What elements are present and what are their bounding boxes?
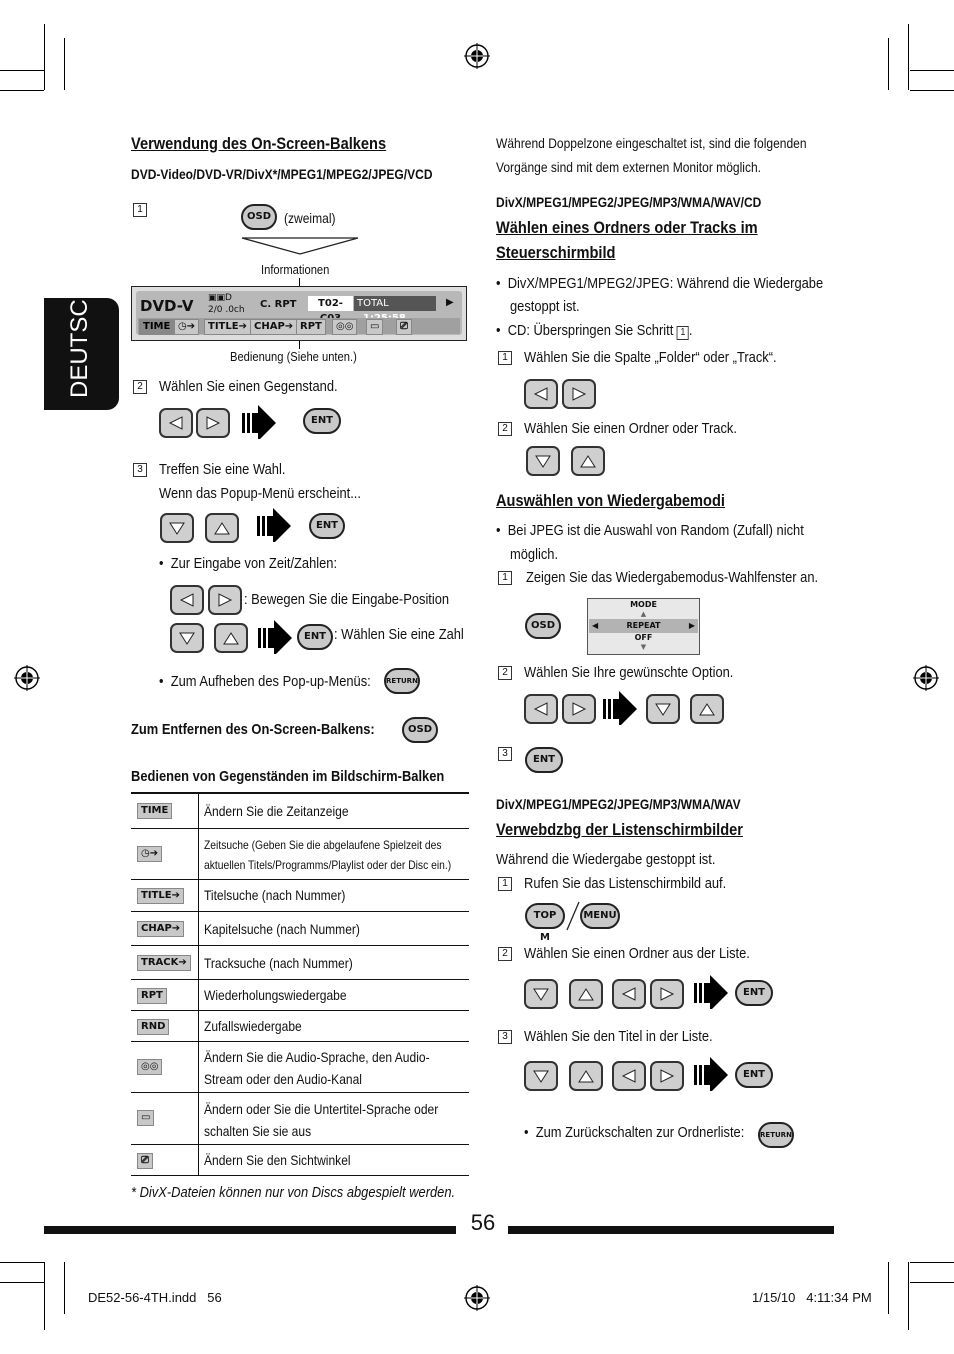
return-button[interactable]: RETURN: [384, 668, 420, 694]
step-ref: 1: [677, 326, 689, 340]
up-arrow-icon: ▲: [640, 610, 647, 618]
ent-button[interactable]: ENT: [303, 408, 341, 434]
track-icon-label: TRACK: [141, 957, 179, 968]
time-icon[interactable]: TIME: [139, 319, 174, 335]
step-text: Wählen Sie Ihre gewünschte Option.: [524, 664, 734, 681]
title-icon[interactable]: TITLE➔: [204, 319, 251, 335]
step-text: Wählen Sie den Titel in der Liste.: [524, 1028, 713, 1045]
up-button[interactable]: [571, 446, 605, 476]
crop-mark: [888, 1262, 889, 1314]
format-list: DivX/MPEG1/MPEG2/JPEG/MP3/WMA/WAV: [496, 796, 741, 812]
ent-button[interactable]: ENT: [525, 747, 563, 773]
total-time-box: [354, 296, 436, 311]
crop-mark: [908, 1262, 909, 1330]
crop-mark: [908, 24, 909, 90]
track-icon: TRACK➔: [137, 955, 191, 971]
table-cell: Ändern Sie die Zeitanzeige: [204, 803, 349, 819]
zweimal-note: (zweimal): [284, 210, 336, 226]
ent-button[interactable]: ENT: [735, 980, 773, 1006]
right-button[interactable]: [650, 979, 684, 1009]
bullet-text: möglich.: [510, 546, 559, 563]
step-text: Wählen Sie einen Ordner oder Track.: [524, 420, 737, 437]
menu-button[interactable]: MENU: [580, 903, 620, 929]
section-heading: Verwendung des On-Screen-Balkens: [131, 134, 387, 153]
down-button[interactable]: [526, 446, 560, 476]
down-button[interactable]: [646, 694, 680, 724]
slash-separator: [565, 900, 581, 932]
down-pointer-icon: [240, 236, 360, 256]
time-icon: TIME: [137, 803, 172, 819]
table-cell: Tracksuche (nach Nummer): [204, 955, 353, 971]
crop-mark: [910, 1282, 954, 1283]
page-bar-right: [508, 1226, 834, 1234]
left-button[interactable]: [612, 1061, 646, 1091]
footer-date: 1/15/10 4:11:34 PM: [752, 1290, 872, 1305]
down-button[interactable]: [160, 513, 194, 543]
step-number: 1: [498, 571, 512, 585]
format-list: DVD-Video/DVD-VR/DivX*/MPEG1/MPEG2/JPEG/VCD: [131, 166, 433, 182]
table-row: [131, 912, 469, 946]
table-cell: Ändern Sie die Audio-Sprache, den Audio-Stream oder den Audio-Kanal: [204, 1049, 430, 1087]
crop-mark: [64, 1262, 65, 1314]
step-number: 1: [133, 203, 147, 217]
table-cell: Titelsuche (nach Nummer): [204, 887, 346, 903]
ent-button[interactable]: ENT: [309, 513, 345, 539]
footnote: * DivX-Dateien können nur von Discs abgespielt werden.: [131, 1184, 456, 1201]
registration-mark-icon: [464, 1285, 490, 1311]
remove-bar-label: Zum Entfernen des On-Screen-Balkens:: [131, 721, 375, 738]
bullet-item: • Zum Aufheben des Pop-up-Menüs:: [159, 673, 371, 690]
condition-text: Während die Wiedergabe gestoppt ist.: [496, 851, 716, 868]
language-tab: [44, 281, 119, 410]
format-list: DivX/MPEG1/MPEG2/JPEG/MP3/WMA/WAV/CD: [496, 194, 762, 210]
bullet-item: • DivX/MPEG1/MPEG2/JPEG: Während die Wiedergabe: [496, 275, 824, 292]
step-number: 1: [498, 351, 512, 365]
left-button[interactable]: [159, 408, 193, 438]
left-button[interactable]: [612, 979, 646, 1009]
subtitle-icon[interactable]: ▭: [366, 319, 383, 335]
title-icon: TITLE➔: [137, 888, 184, 904]
step-text: Wählen Sie einen Gegenstand.: [159, 378, 338, 395]
up-button[interactable]: [569, 979, 603, 1009]
left-button[interactable]: [524, 379, 558, 409]
table-row: [131, 1145, 469, 1175]
angle-icon[interactable]: ⎚: [396, 319, 412, 335]
registration-mark-icon: [14, 665, 40, 691]
step-text: Wählen Sie die Spalte „Folder“ oder „Track“.: [524, 349, 777, 366]
chap-icon-label: CHAP: [254, 321, 285, 332]
intro-text: Während Doppelzone eingeschaltet ist, sind die folgenden: [496, 135, 807, 151]
up-button[interactable]: [205, 513, 239, 543]
audio-icon[interactable]: ◎◎: [332, 319, 357, 335]
step-text: Wählen Sie einen Ordner aus der Liste.: [524, 945, 750, 962]
step-number: 1: [498, 877, 512, 891]
step-text: Treffen Sie eine Wahl.: [159, 461, 286, 478]
right-button[interactable]: [650, 1061, 684, 1091]
crop-mark: [0, 1282, 44, 1283]
table-row: [131, 829, 469, 879]
audio-format-top: D: [225, 293, 232, 303]
bar-controls-row: [138, 318, 460, 334]
footer-file: DE52-56-4TH.indd 56: [88, 1290, 222, 1305]
step-text: Zeigen Sie das Wiedergabemodus-Wahlfenster an.: [526, 569, 819, 586]
crop-mark: [910, 70, 954, 71]
instruction-text: : Bewegen Sie die Eingabe-Position: [244, 591, 450, 608]
up-button[interactable]: [214, 623, 248, 653]
right-button[interactable]: [208, 585, 242, 615]
bullet-text: Zur Eingabe von Zeit/Zahlen:: [170, 555, 338, 572]
information-label: Informationen: [261, 262, 330, 277]
chap-icon: CHAP➔: [137, 921, 184, 937]
right-arrow-icon: ▶: [688, 621, 695, 630]
bullet-text: CD: Überspringen Sie Schritt: [507, 322, 674, 339]
title-icon-label: TITLE: [208, 321, 239, 332]
step-number: 2: [498, 947, 512, 961]
table-cell: Zufallswiedergabe: [204, 1018, 302, 1034]
arrow-right-icon: [694, 975, 728, 1009]
crop-mark: [44, 1262, 45, 1330]
bullet-item: • Zum Zurückschalten zur Ordnerliste:: [524, 1124, 745, 1141]
language-tab-label: DEUTSCH: [66, 281, 93, 398]
play-icon: ▶: [446, 297, 454, 308]
mode-option[interactable]: OFF: [634, 633, 653, 642]
section-heading: Wählen eines Ordners oder Tracks im: [496, 218, 758, 237]
operation-label: Bedienung (Siehe unten.): [230, 349, 357, 364]
crop-mark: [910, 90, 954, 91]
mode-title: MODE: [630, 600, 657, 609]
track-chapter: T02-: [308, 296, 353, 311]
arrow-right-icon: [257, 508, 291, 542]
onscreen-bar: [131, 286, 467, 341]
registration-mark-icon: [913, 665, 939, 691]
step-number: 3: [133, 463, 147, 477]
section-heading: Verwebdzbg der Listenschirmbilder: [496, 820, 743, 839]
table-cell: Wiederholungswiedergabe: [204, 987, 347, 1003]
arrow-right-icon: [694, 1057, 728, 1091]
table-row: [131, 794, 469, 828]
chap-icon-label: CHAP: [141, 923, 172, 934]
arrow-right-icon: [603, 691, 637, 725]
rnd-icon: RND: [137, 1019, 169, 1035]
left-arrow-icon: ◀: [592, 621, 599, 630]
bullet-text: DivX/MPEG1/MPEG2/JPEG: Während die Wiedergabe: [507, 275, 824, 292]
ent-button[interactable]: ENT: [735, 1062, 773, 1088]
osd-button[interactable]: OSD: [241, 204, 277, 230]
bullet-item: • CD: Überspringen Sie Schritt 1 .: [496, 322, 693, 339]
step-number: 2: [498, 422, 512, 436]
down-button[interactable]: [170, 623, 204, 653]
table-cell: Ändern Sie den Sichtwinkel: [204, 1152, 351, 1168]
page-number: 56: [470, 1210, 496, 1235]
ent-button[interactable]: ENT: [297, 624, 333, 650]
pointer-line: [299, 341, 300, 349]
return-button[interactable]: RETURN: [758, 1122, 794, 1148]
table-row: [131, 980, 469, 1010]
table-row: [131, 1042, 469, 1092]
table-row: [131, 946, 469, 979]
crop-mark: [888, 38, 889, 90]
up-button[interactable]: [569, 1061, 603, 1091]
crop-mark: [44, 24, 45, 90]
bullet-text: gestoppt ist.: [510, 298, 580, 315]
instruction-text: : Wählen Sie eine Zahl: [334, 626, 464, 643]
osd-button[interactable]: OSD: [402, 717, 438, 743]
rpt-icon: RPT: [137, 988, 167, 1004]
crop-mark: [64, 38, 65, 90]
top-menu-button[interactable]: TOP M: [525, 903, 565, 929]
bullet-text: Zum Zurückschalten zur Ordnerliste:: [535, 1124, 745, 1141]
table-cell: Ändern oder Sie die Untertitel-Sprache oder schalten Sie sie aus: [204, 1101, 439, 1139]
step-number: 2: [498, 666, 512, 680]
osd-button[interactable]: OSD: [525, 613, 561, 639]
step-number: 2: [133, 380, 147, 394]
time-search-icon[interactable]: ◷➔: [174, 319, 199, 335]
table-cell: Kapitelsuche (nach Nummer): [204, 921, 360, 937]
section-heading: Auswählen von Wiedergabemodi: [496, 491, 725, 510]
arrow-right-icon: [242, 405, 276, 439]
step-text: Wenn das Popup-Menü erscheint...: [159, 485, 361, 502]
table-cell: Zeitsuche (Geben Sie die abgelaufene Spielzeit des aktuellen Titels/Programms/Playlist oder der Disc ein.): [204, 838, 452, 872]
crop-mark: [910, 1262, 954, 1263]
mode-selected[interactable]: [589, 619, 698, 633]
table-row: [131, 880, 469, 910]
crop-mark: [0, 1262, 44, 1263]
right-button[interactable]: [562, 694, 596, 724]
disc-format: DVD-V: [140, 297, 194, 315]
down-button[interactable]: [524, 979, 558, 1009]
registration-mark-icon: [464, 43, 490, 69]
crop-mark: [0, 90, 44, 91]
step-text: Rufen Sie das Listenschirmbild auf.: [524, 875, 727, 892]
subtitle-icon: ▭: [137, 1110, 154, 1126]
audio-channels: 2/0 .0ch: [208, 305, 245, 315]
audio-format: ▣▣D: [208, 293, 232, 303]
table-row: [131, 1011, 469, 1041]
title-icon-label: TITLE: [141, 890, 172, 901]
rpt-icon[interactable]: RPT: [296, 319, 326, 335]
down-button[interactable]: [524, 1061, 558, 1091]
angle-icon: ⎚: [137, 1153, 153, 1169]
up-button[interactable]: [690, 694, 724, 724]
table-row: [131, 1093, 469, 1144]
total-label: TOTAL: [357, 298, 389, 309]
audio-icon: ◎◎: [137, 1059, 162, 1075]
mode-value: REPEAT: [626, 621, 661, 630]
time-search-icon: ◷➔: [137, 846, 162, 862]
right-button[interactable]: [196, 408, 230, 438]
intro-text: Vorgänge sind mit dem externen Monitor möglich.: [496, 159, 762, 175]
table-heading: Bedienen von Gegenständen im Bildschirm-Balken: [131, 768, 445, 785]
arrow-right-icon: [258, 620, 292, 654]
bullet-end: .: [688, 322, 693, 339]
bullet-item: • Zur Eingabe von Zeit/Zahlen:: [159, 555, 338, 572]
section-heading: Steuerschirmbild: [496, 243, 616, 262]
repeat-mode: C. RPT: [260, 299, 297, 310]
bullet-text: Bei JPEG ist die Auswahl von Random (Zufall) nicht: [507, 522, 804, 539]
crop-mark: [0, 70, 44, 71]
bullet-item: • Bei JPEG ist die Auswahl von Random (Zufall) nicht: [496, 522, 804, 539]
step-number: 3: [498, 1030, 512, 1044]
step-number: 3: [498, 747, 512, 761]
page-bar-left: [44, 1226, 456, 1234]
bullet-text: Zum Aufheben des Pop-up-Menüs:: [170, 673, 371, 690]
right-button[interactable]: [562, 379, 596, 409]
chap-icon[interactable]: CHAP➔: [250, 319, 297, 335]
left-button[interactable]: [524, 694, 558, 724]
onscreen-bar-panel: [136, 291, 462, 335]
mode-window: [587, 598, 700, 655]
left-button[interactable]: [170, 585, 204, 615]
down-arrow-icon: ▼: [640, 643, 647, 651]
